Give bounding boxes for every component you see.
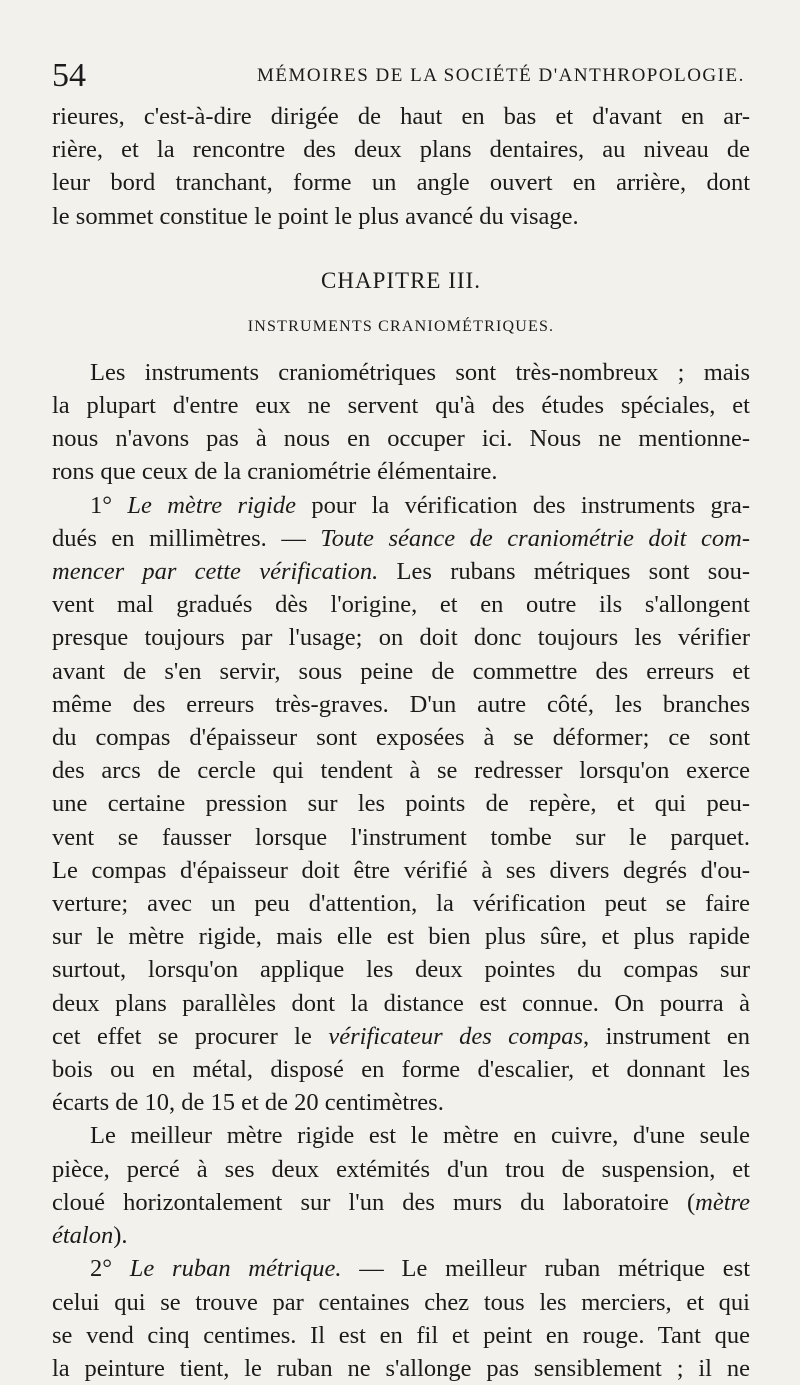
section-title: INSTRUMENTS CRANIOMÉTRIQUES.: [247, 317, 555, 335]
italic-text: mètre: [695, 1188, 750, 1216]
text-fragment: pour la vérification des instruments gra-: [296, 491, 750, 519]
paragraph-metre-rigide: [52, 489, 750, 1120]
text-line: le sommet constitue le point le plus avancé du visage.: [52, 202, 579, 230]
text-fragment: — Le meilleur ruban métrique est: [341, 1255, 750, 1283]
text-line: bois ou en métal, disposé en forme d'escalier, et donnant les: [52, 1056, 750, 1084]
text-line: surtout, lorsqu'on applique les deux pointes du compas sur: [52, 956, 750, 984]
page-number: 54: [52, 57, 86, 94]
italic-text: étalon: [52, 1222, 114, 1250]
item-number: 2°: [90, 1255, 130, 1283]
item-heading: Le ruban métrique.: [129, 1255, 342, 1283]
text-line: deux plans parallèles dont la distance est connue. On pourra à: [52, 989, 750, 1017]
text-line: [52, 555, 750, 588]
text-line: [52, 1020, 750, 1053]
text-line: avant de s'en servir, sous peine de commettre des erreurs et: [52, 657, 750, 685]
chapter-title: CHAPITRE III.: [321, 267, 481, 293]
text-line: [52, 1219, 750, 1252]
text-line: [52, 522, 750, 555]
paragraph-ruban-metrique: [52, 1252, 750, 1385]
italic-text: mencer par cette vérification.: [52, 558, 379, 586]
intro-paragraph: [52, 100, 750, 233]
text-line: leur bord tranchant, forme un angle ouvert en arrière, dont: [52, 169, 750, 197]
text-line: vent mal gradués dès l'origine, et en outre ils s'allongent: [52, 591, 750, 619]
text-line: sur le mètre rigide, mais elle est bien plus sûre, et plus rapide: [52, 923, 750, 951]
text-fragment: dués en millimètres. —: [52, 524, 321, 552]
text-line: des arcs de cercle qui tendent à se redresser lorsqu'on exerce: [52, 757, 750, 785]
text-fragment: , instrument en: [583, 1022, 750, 1050]
text-line: presque toujours par l'usage; on doit donc toujours les vérifier: [52, 624, 750, 652]
item-heading: Le mètre rigide: [127, 491, 296, 519]
text-line: vent se fausser lorsque l'instrument tombe sur le parquet.: [52, 823, 750, 851]
text-line: rons que ceux de la craniométrie élémentaire.: [52, 458, 498, 486]
text-line: même des erreurs très-graves. D'un autre côté, les branches: [52, 690, 750, 718]
paragraph-metre-cuivre: [52, 1119, 750, 1252]
text-line: [52, 1186, 750, 1219]
text-line: rieures, c'est-à-dire dirigée de haut en bas et d'avant en ar-: [52, 103, 750, 130]
text-line: Le meilleur mètre rigide est le mètre en cuivre, d'une seule: [90, 1122, 750, 1150]
running-title: MÉMOIRES DE LA SOCIÉTÉ D'ANTHROPOLOGIE.: [257, 65, 745, 86]
text-fragment: cloué horizontalement sur l'un des murs du laboratoire (: [52, 1188, 696, 1216]
text-line: verture; avec un peu d'attention, la vérification peut se faire: [52, 890, 750, 918]
item-number: 1°: [90, 491, 128, 519]
text-fragment: cet effet se procurer le: [52, 1022, 329, 1050]
running-header: [52, 56, 750, 96]
text-line: la plupart d'entre eux ne servent qu'à des études spéciales, et: [52, 392, 750, 420]
text-line: Les instruments craniométriques sont très-nombreux ; mais: [90, 358, 750, 386]
italic-text: vérificateur des compas: [328, 1022, 584, 1050]
text-line: pièce, percé à ses deux extémités d'un trou de suspension, et: [52, 1155, 750, 1183]
text-line: rière, et la rencontre des deux plans dentaires, au niveau de: [52, 136, 750, 164]
italic-text: Toute séance de craniométrie doit com-: [320, 524, 750, 552]
text-line: [52, 1252, 750, 1285]
text-line: celui qui se trouve par centaines chez tous les merciers, et qui: [52, 1288, 750, 1316]
text-line: écarts de 10, de 15 et de 20 centimètres.: [52, 1089, 444, 1117]
body-text: [52, 100, 750, 1385]
text-line: se vend cinq centimes. Il est en fil et peint en rouge. Tant que: [52, 1321, 750, 1349]
text-line: nous n'avons pas à nous en occuper ici. Nous ne mentionne-: [52, 425, 750, 453]
paragraph-intro-instruments: [52, 356, 750, 489]
text-fragment: Les rubans métriques sont sou-: [378, 558, 750, 586]
text-line: la peinture tient, le ruban ne s'allonge pas sensiblement ; il ne: [52, 1354, 750, 1382]
text-fragment: ).: [113, 1222, 128, 1250]
text-line: du compas d'épaisseur sont exposées à se déformer; ce sont: [52, 724, 750, 752]
text-line: [52, 489, 750, 522]
text-line: une certaine pression sur les points de repère, et qui peu-: [52, 790, 750, 818]
text-line: Le compas d'épaisseur doit être vérifié à ses divers degrés d'ou-: [52, 856, 750, 884]
